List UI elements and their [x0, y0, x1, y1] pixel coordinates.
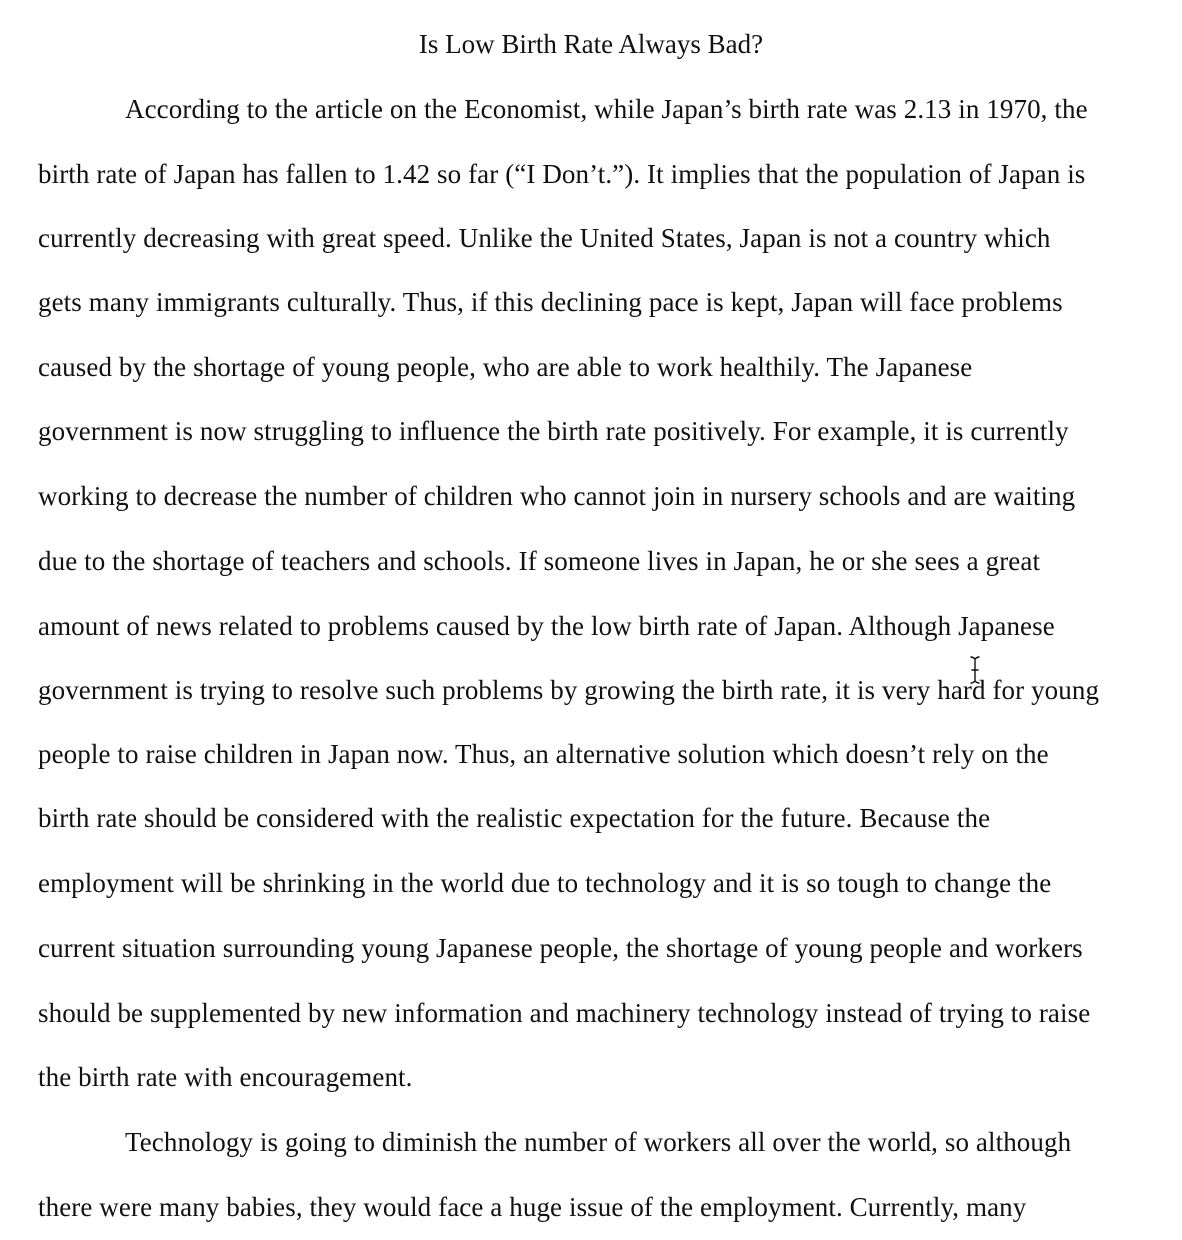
document-title: Is Low Birth Rate Always Bad?	[418, 29, 764, 59]
paragraph-line: caused by the shortage of young people, who are able to work healthily. The Japanese	[38, 352, 973, 382]
paragraph-line: gets many immigrants culturally. Thus, if this declining pace is kept, Japan will face problems	[38, 287, 1063, 317]
paragraph-line: birth rate of Japan has fallen to 1.42 so far (“I Don’t.”). It implies that the population of Japan is	[38, 159, 1086, 189]
paragraph-line: government is trying to resolve such problems by growing the birth rate, it is very hard for young	[38, 675, 1100, 705]
paragraph-line: working to decrease the number of children who cannot join in nursery schools and are waiting	[38, 481, 1076, 511]
paragraph-line: the birth rate with encouragement.	[38, 1062, 413, 1092]
paragraph-line: should be supplemented by new information and machinery technology instead of trying to raise	[38, 998, 1091, 1028]
paragraph-line: Technology is going to diminish the number of workers all over the world, so although	[125, 1127, 1072, 1157]
paragraph-line: current situation surrounding young Japanese people, the shortage of young people and workers	[38, 933, 1083, 963]
paragraph-line: currently decreasing with great speed. Unlike the United States, Japan is not a country which	[38, 223, 1051, 253]
text-cursor-icon	[968, 656, 982, 684]
paragraph-line: amount of news related to problems caused by the low birth rate of Japan. Although Japanese	[38, 611, 1055, 641]
paragraph-line: people to raise children in Japan now. Thus, an alternative solution which doesn’t rely on the	[38, 739, 1049, 769]
paragraph-line: due to the shortage of teachers and schools. If someone lives in Japan, he or she sees a great	[38, 546, 1041, 576]
paragraph-line: government is now struggling to influence the birth rate positively. For example, it is currently	[38, 416, 1069, 446]
paragraph-line: birth rate should be considered with the realistic expectation for the future. Because the	[38, 803, 991, 833]
paragraph-line: there were many babies, they would face a huge issue of the employment. Currently, many	[38, 1192, 1027, 1222]
paragraph-line: According to the article on the Economist, while Japan’s birth rate was 2.13 in 1970, the	[125, 94, 1088, 124]
paragraph-line: employment will be shrinking in the world due to technology and it is so tough to change the	[38, 868, 1052, 898]
